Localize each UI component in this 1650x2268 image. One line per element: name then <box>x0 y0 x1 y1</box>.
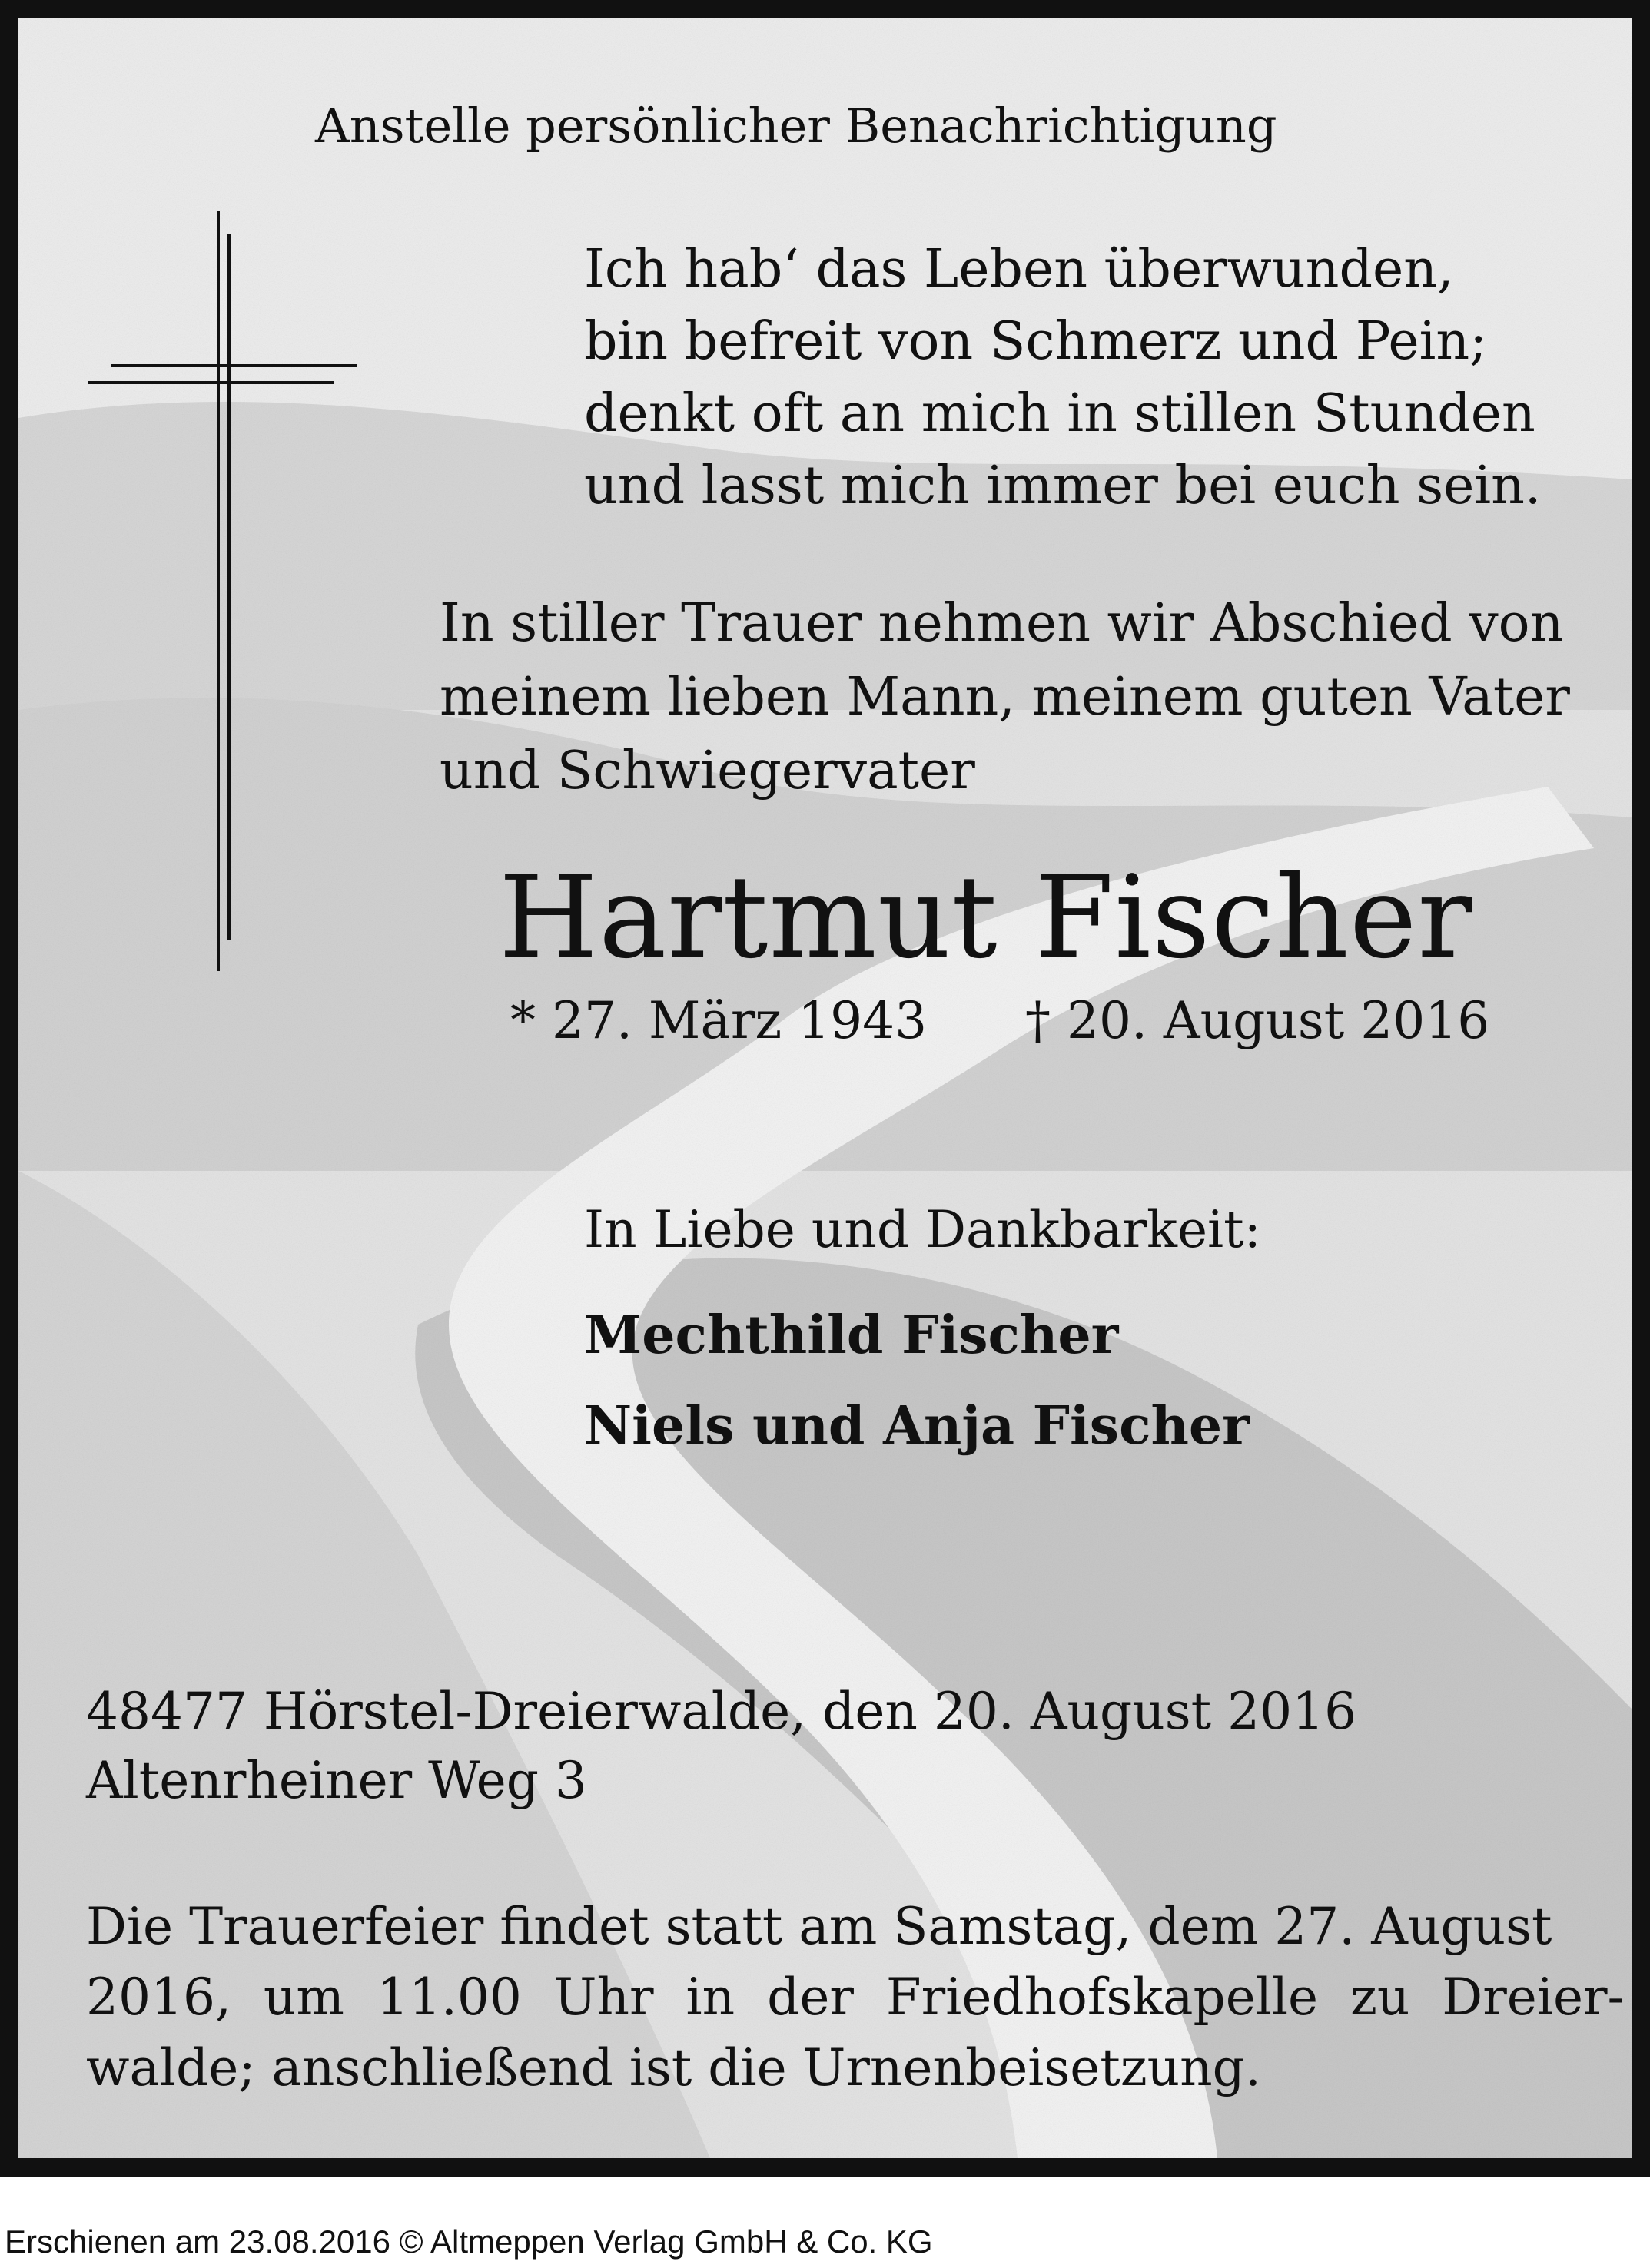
verse-line: bin befreit von Schmerz und Pein; <box>584 311 1488 372</box>
intro-line: meinem lieben Mann, meinem guten Vater <box>440 667 1570 728</box>
publication-footer: Erschienen am 23.08.2016 © Altmeppen Verlag GmbH & Co. KG <box>5 2223 933 2260</box>
funeral-line: Die Trauerfeier findet statt am Samstag, dem 27. August <box>86 1897 1552 1956</box>
mourner-name: Niels und Anja Fischer <box>584 1395 1250 1457</box>
mourning-intro <box>440 587 1570 808</box>
intro-line: und Schwiegervater <box>440 741 975 801</box>
funeral-line: 2016, um 11.00 Uhr in der Friedhofskapelle zu Dreier- <box>86 1968 1625 2027</box>
cross-icon <box>88 211 364 971</box>
verse-line: und lasst mich immer bei euch sein. <box>584 456 1542 516</box>
birth-date: * 27. März 1943 <box>510 991 928 1050</box>
verse-line: Ich hab‘ das Leben überwunden, <box>584 239 1454 300</box>
place-date: 48477 Hörstel-Dreierwalde, den 20. August 2016 <box>86 1682 1357 1741</box>
street-address: Altenrheiner Weg 3 <box>86 1751 587 1810</box>
memorial-verse <box>584 234 1542 522</box>
death-date: † 20. August 2016 <box>1025 991 1490 1050</box>
thanks-line: In Liebe und Dankbarkeit: <box>584 1200 1261 1259</box>
verse-line: denkt oft an mich in stillen Stunden <box>584 383 1535 444</box>
mourner-name: Mechthild Fischer <box>584 1305 1119 1366</box>
intro-line: In stiller Trauer nehmen wir Abschied von <box>440 593 1564 654</box>
notice-header: Anstelle persönlicher Benachrichtigung <box>315 98 1277 154</box>
funeral-info <box>86 1892 1625 2104</box>
funeral-line: walde; anschließend ist die Urnenbeisetzung. <box>86 2038 1261 2097</box>
deceased-name: Hartmut Fischer <box>499 851 1473 983</box>
